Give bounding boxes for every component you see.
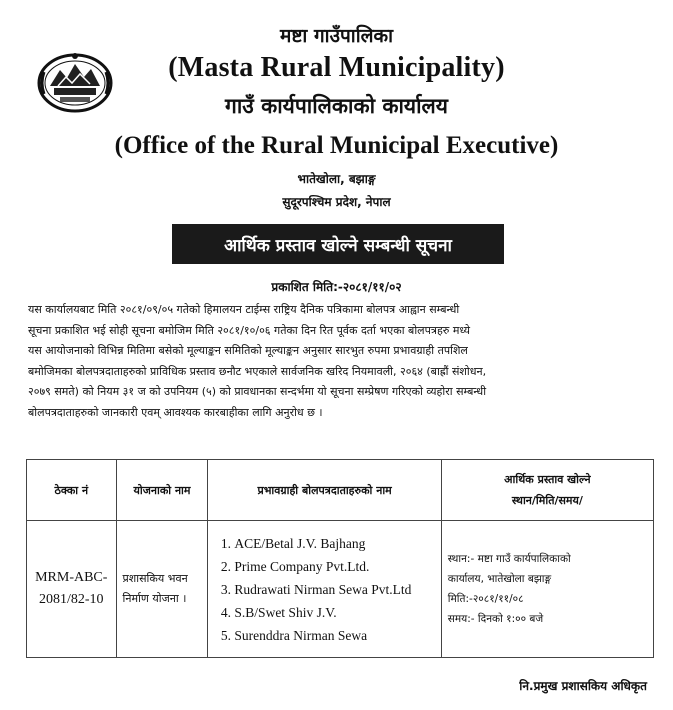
bidder-item: 3. Rudrawati Nirman Sewa Pvt.Ltd	[234, 578, 434, 601]
body-line: यस कार्यालयबाट मिति २०८१/०९/०५ गतेको हिमालयन टाईम्स राष्ट्रिय दैनिक पत्रिकामा बोलपत्र आह्वान सम्बन्धी	[28, 303, 460, 316]
address-line-1: भातेखोला, बझाङ्ग	[297, 172, 376, 186]
bidder-item: 2. Prime Company Pvt.Ltd.	[234, 555, 434, 578]
body-line: यस आयोजनाको विभिन्न मितिमा बसेको मूल्याङ्कन समितिको मूल्याङ्कन अनुसार सारभुत रुपमा प्रभावग्राही तपशिल	[28, 344, 468, 357]
table-header-row	[27, 460, 654, 521]
municipality-name-nepali: मष्टा गाउँपालिका	[279, 25, 394, 47]
body-line: २०७९ समते) को नियम ३१ ज को उपनियम (५) को प्रावधानका सन्दर्भमा यो सूचना सम्प्रेषण गरिएको व्यहोरा सम्बन्धी	[28, 385, 487, 398]
notice-title: आर्थिक प्रस्ताव खोल्ने सम्बन्धी सूचना	[172, 224, 504, 264]
table-row	[27, 521, 654, 658]
header-opening-line-2: स्थान/मिति/समय/	[511, 494, 583, 507]
opening-details-cell	[441, 521, 653, 658]
header-contract-no: ठेक्का नं	[27, 460, 117, 521]
office-name-english: (Office of the Rural Municipal Executive)	[114, 132, 559, 159]
header-opening-line-1: आर्थिक प्रस्ताव खोल्ने	[504, 473, 591, 486]
notice-body	[28, 300, 652, 423]
header-scheme-name: योजनाको नाम	[116, 460, 208, 521]
bidder-item: 4. S.B/Swet Shiv J.V.	[234, 601, 434, 624]
header-opening-details	[441, 460, 653, 521]
bidder-item: 5. Surenddra Nirman Sewa	[234, 624, 434, 647]
body-line: बमोजिमका बोलपत्रदाताहरुको प्राविधिक प्रस्ताव छनौट भएकाले सार्वजनिक खरिद नियमावली, २०६४ (बाह्रौं संशोधन,	[28, 364, 487, 378]
bidders-cell	[208, 521, 441, 658]
scheme-name-line-1: प्रशासकिय भवन	[122, 572, 188, 585]
contract-number-line-2: 2081/82-10	[38, 592, 104, 607]
municipality-name-english: (Masta Rural Municipality)	[168, 52, 505, 83]
published-date: प्रकाशित मिति:-२०८१/११/०२	[271, 280, 402, 294]
opening-place-line-2: कार्यालय, भातेखोला बझाङ्ग	[447, 573, 552, 585]
address-line-2: सुदूरपश्चिम प्रदेश, नेपाल	[282, 195, 391, 209]
office-name-nepali: गाउँ कार्यपालिकाको कार्यालय	[225, 94, 448, 118]
scheme-name-cell	[116, 521, 208, 658]
body-line: बोलपत्रदाताहरुको जानकारी एवम् आवश्यक कारबाहीका लागि अनुरोध छ ।	[28, 405, 323, 419]
bidders-table	[26, 459, 654, 658]
scheme-name-line-2: निर्माण योजना ।	[122, 592, 187, 605]
opening-date: मिति:-२०८१/११/०८	[447, 593, 524, 605]
bidders-list	[214, 532, 434, 647]
signatory-title: नि.प्रमुख प्रशासकिय अधिकृत	[519, 679, 647, 693]
contract-number-line-1: MRM-ABC-	[35, 570, 108, 585]
body-line: सूचना प्रकाशित भई सोही सूचना बमोजिम मिति २०८१/१०/०६ गतेका दिन रित पूर्वक दर्ता भएका बोलपत्रहरु मध्ये	[28, 323, 470, 337]
contract-number-cell	[27, 521, 117, 658]
opening-place-line-1: स्थान:- मष्टा गाउँ कार्यपालिकाको	[447, 553, 571, 565]
header-bidders: प्रभावग्राही बोलपत्रदाताहरुको नाम	[208, 460, 441, 521]
bidder-item: 1. ACE/Betal J.V. Bajhang	[234, 532, 434, 555]
opening-time: समय:- दिनको १:०० बजे	[447, 613, 544, 625]
